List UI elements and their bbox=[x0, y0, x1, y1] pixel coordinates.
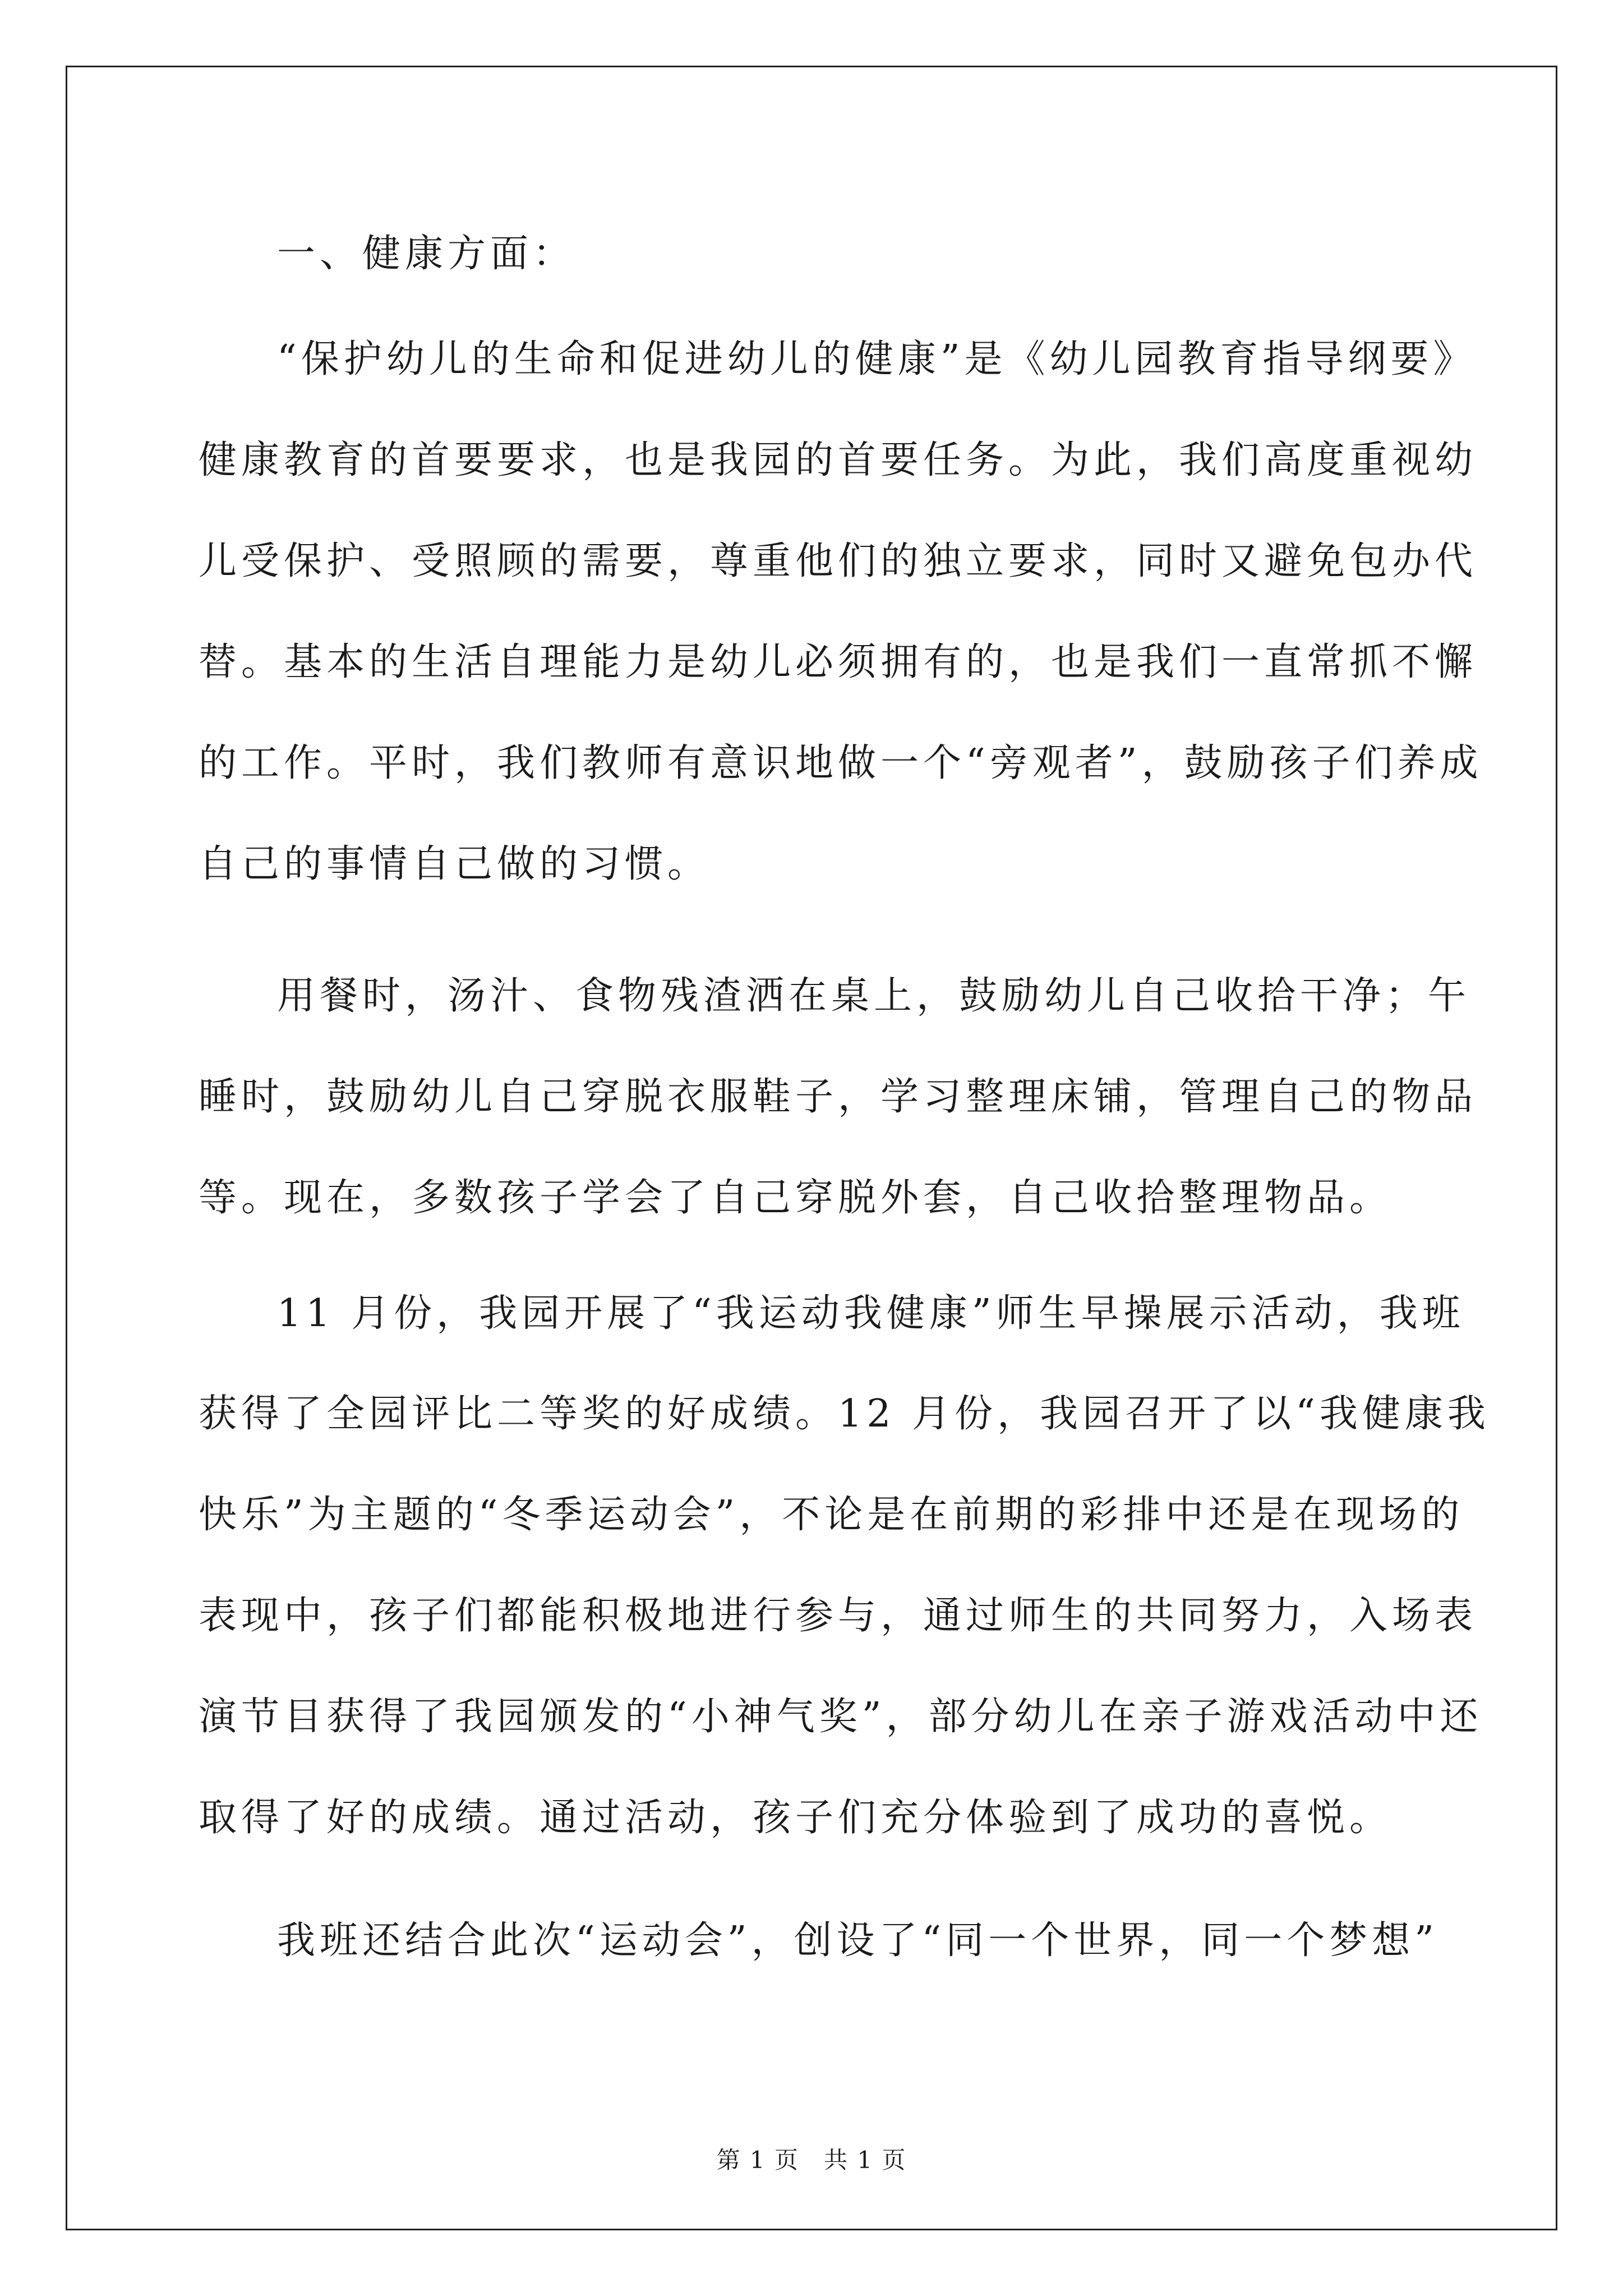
paragraph-line: 演节目获得了我园颁发的“小神气奖”，部分幼儿在亲子游戏活动中还 bbox=[199, 1695, 1483, 1739]
paragraph-line: 表现中，孩子们都能积极地进行参与，通过师生的共同努力，入场表 bbox=[199, 1594, 1478, 1638]
paragraph-line: 自己的事情自己做的习惯。 bbox=[199, 842, 711, 886]
paragraph-line: 11 月份，我园开展了“我运动我健康”师生早操展示活动，我班 bbox=[277, 1291, 1465, 1336]
paragraph-line: 我班还结合此次“运动会”，创设了“同一个世界，同一个梦想” bbox=[277, 1918, 1439, 1963]
paragraph-line: 睡时，鼓励幼儿自己穿脱衣服鞋子，学习整理床铺，管理自己的物品 bbox=[199, 1075, 1478, 1119]
paragraph-line: 等。现在，多数孩子学会了自己穿脱外套，自己收拾整理物品。 bbox=[199, 1176, 1393, 1220]
paragraph-line: 儿受保护、受照顾的需要，尊重他们的独立要求，同时又避免包办代 bbox=[199, 539, 1478, 583]
paragraph-line: 取得了好的成绩。通过活动，孩子们充分体验到了成功的喜悦。 bbox=[199, 1796, 1393, 1840]
page-number-footer: 第 1 页 共 1 页 bbox=[716, 2146, 907, 2174]
paragraph-line: 快乐”为主题的“冬季运动会”，不论是在前期的彩排中还是在现场的 bbox=[199, 1493, 1464, 1537]
paragraph-line: 健康教育的首要要求，也是我园的首要任务。为此，我们高度重视幼 bbox=[199, 438, 1478, 482]
paragraph-line: 用餐时，汤汁、食物残渣洒在桌上，鼓励幼儿自己收拾干净；午 bbox=[277, 974, 1471, 1018]
paragraph-line: 替。基本的生活自理能力是幼儿必须拥有的，也是我们一直常抓不懈 bbox=[199, 640, 1478, 684]
page-border bbox=[66, 66, 1557, 2230]
section-heading: 一、健康方面： bbox=[277, 232, 576, 276]
paragraph-line: 获得了全园评比二等奖的好成绩。12 月份，我园召开了以“我健康我 bbox=[199, 1392, 1490, 1436]
paragraph-line: “保护幼儿的生命和促进幼儿的健康”是《幼儿园教育指导纲要》 bbox=[277, 337, 1476, 381]
paragraph-line: 的工作。平时，我们教师有意识地做一个“旁观者”，鼓励孩子们养成 bbox=[199, 741, 1483, 785]
